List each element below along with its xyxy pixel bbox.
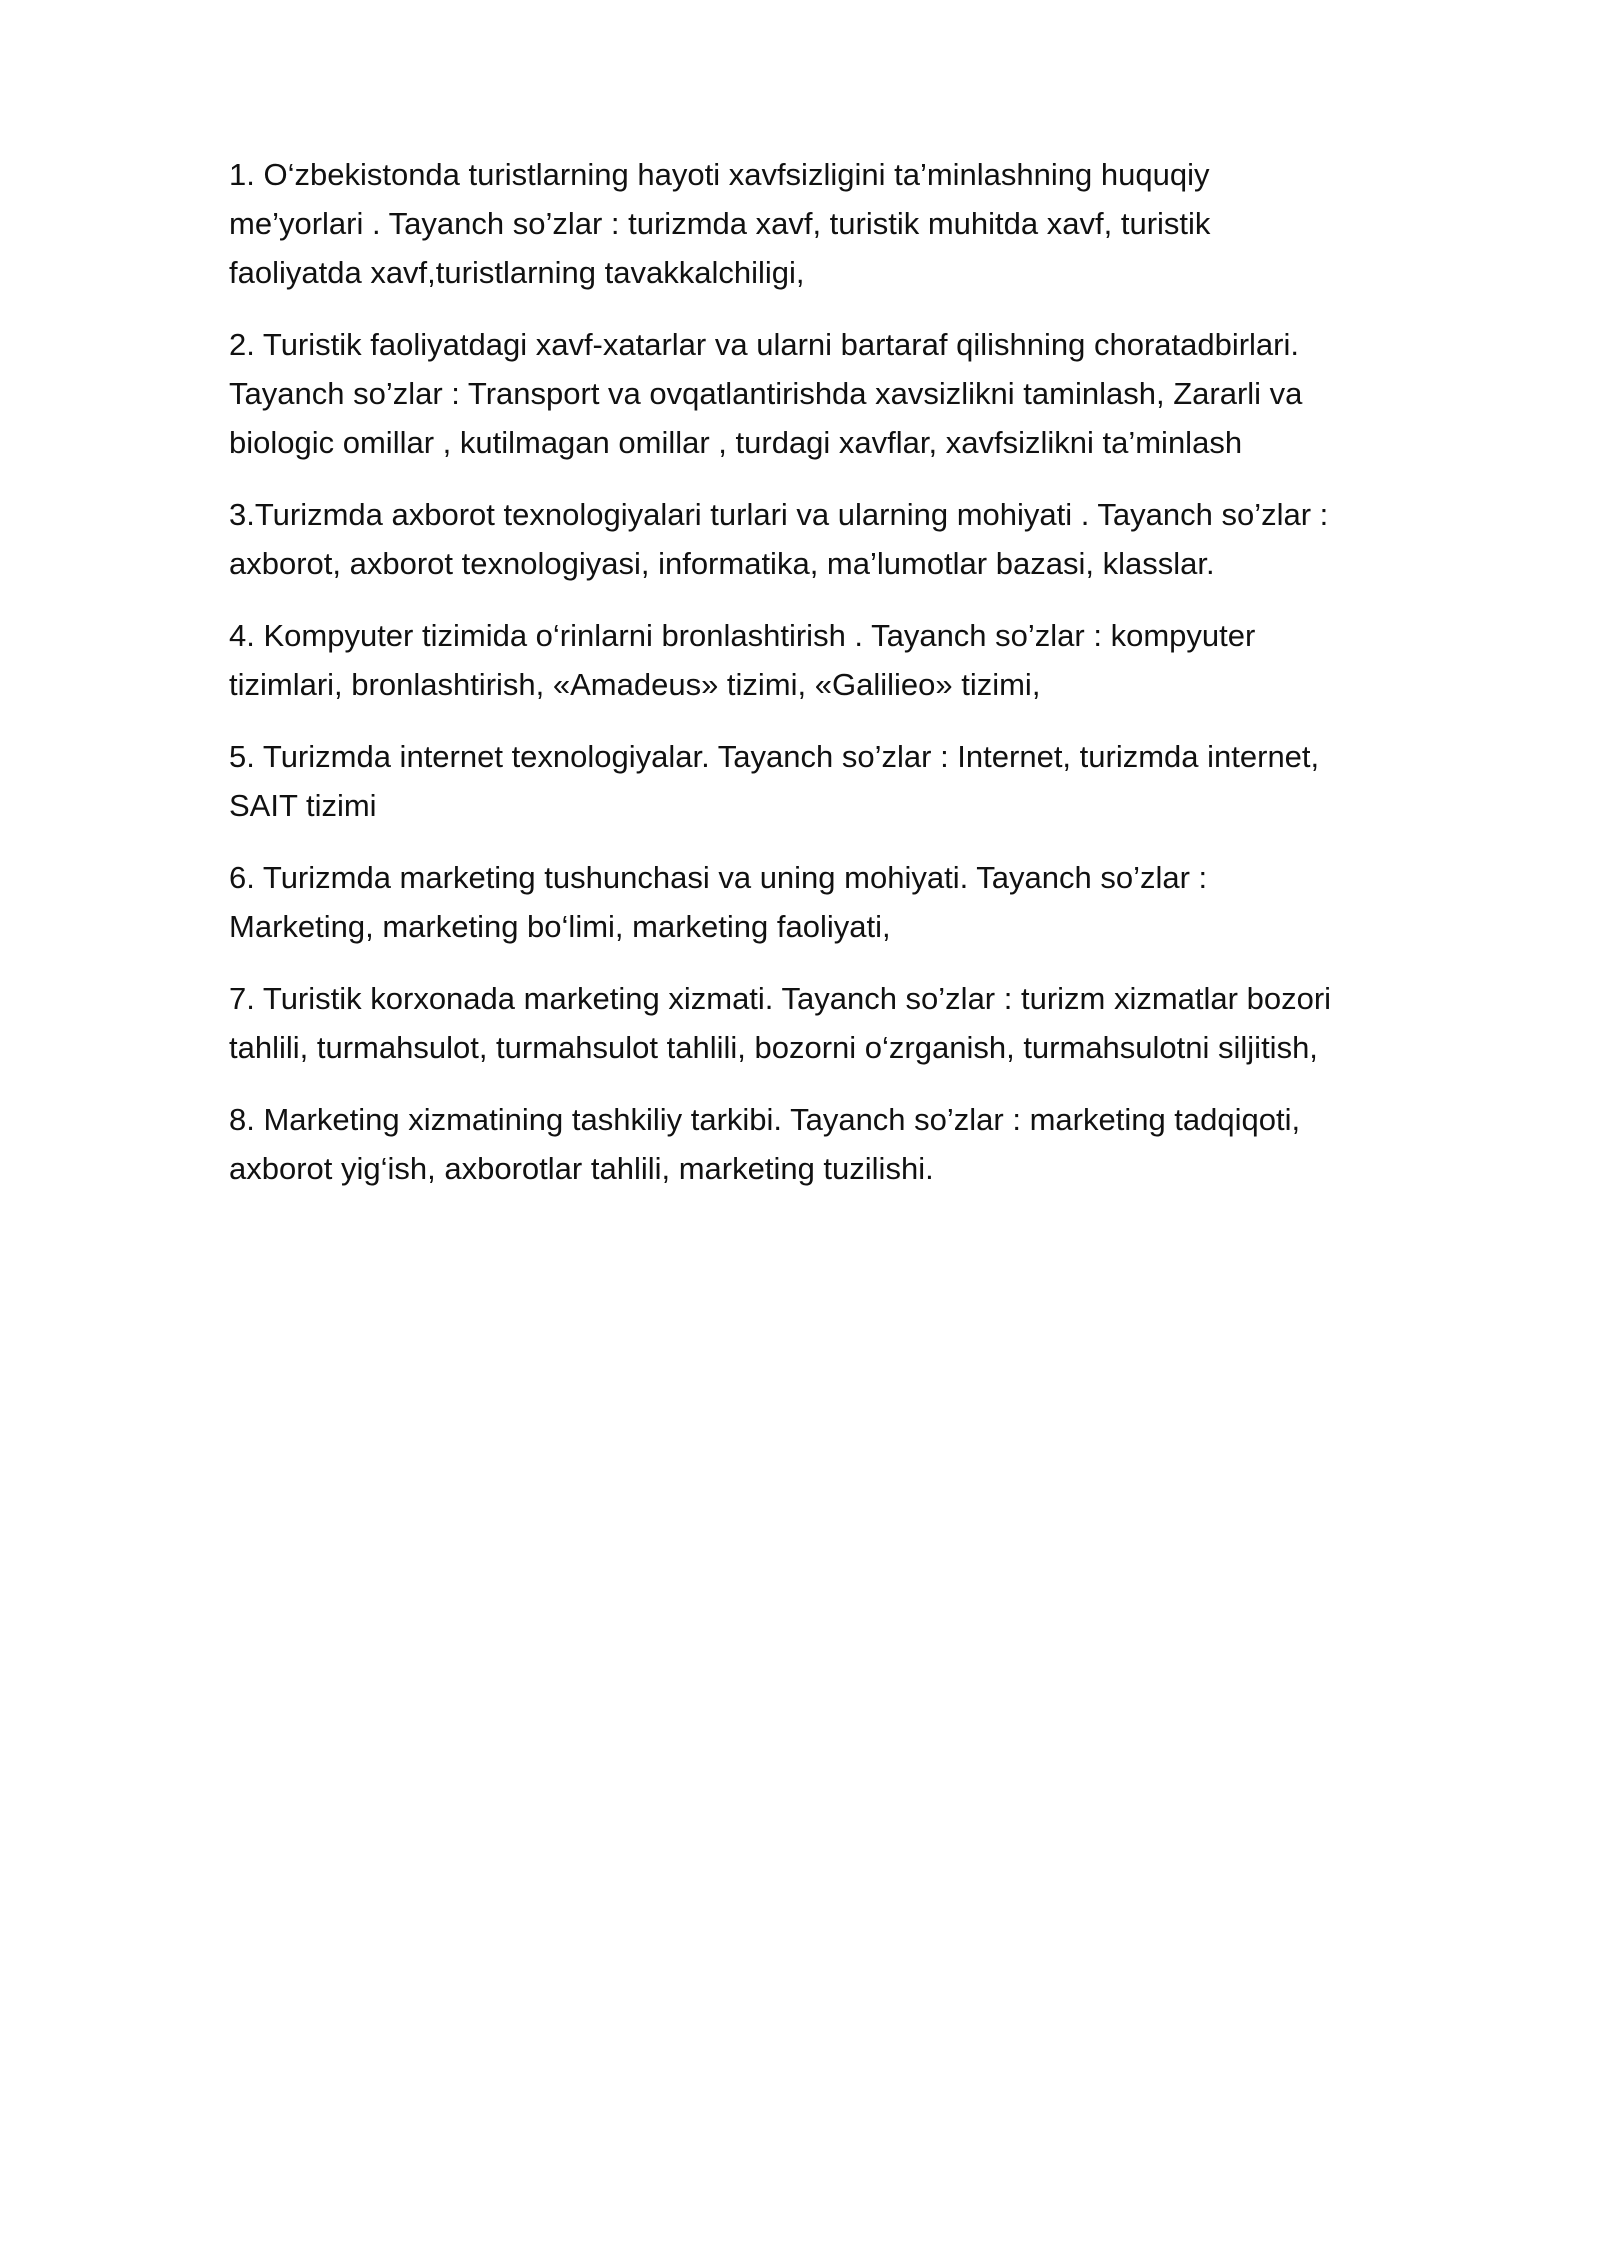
paragraph-line: axborot yig‘ish, axborotlar tahlili, marketing tuzilishi. bbox=[229, 1151, 934, 1186]
topic-paragraph-3 bbox=[229, 490, 1489, 588]
paragraph-line: SAIT tizimi bbox=[229, 788, 377, 823]
paragraph-line: 6. Turizmda marketing tushunchasi va uning mohiyati. Tayanch so’zlar : bbox=[229, 860, 1208, 895]
topic-paragraph-6 bbox=[229, 853, 1489, 951]
paragraph-line: me’yorlari . Tayanch so’zlar : turizmda xavf, turistik muhitda xavf, turistik bbox=[229, 206, 1211, 241]
paragraph-line: 3.Turizmda axborot texnologiyalari turlari va ularning mohiyati . Tayanch so’zlar : bbox=[229, 497, 1329, 532]
paragraph-line: 2. Turistik faoliyatdagi xavf-xatarlar va ularni bartaraf qilishning choratadbirlari. bbox=[229, 327, 1299, 362]
paragraph-line: tizimlari, bronlashtirish, «Amadeus» tizimi, «Galilieo» tizimi, bbox=[229, 667, 1041, 702]
topic-paragraph-7 bbox=[229, 974, 1489, 1072]
paragraph-line: biologic omillar , kutilmagan omillar , turdagi xavflar, xavfsizlikni ta’minlash bbox=[229, 425, 1243, 460]
paragraph-line: 1. O‘zbekistonda turistlarning hayoti xavfsizligini ta’minlashning huquqiy bbox=[229, 157, 1210, 192]
paragraph-line: 8. Marketing xizmatining tashkiliy tarkibi. Tayanch so’zlar : marketing tadqiqoti, bbox=[229, 1102, 1301, 1137]
topic-paragraph-1 bbox=[229, 150, 1489, 297]
paragraph-line: faoliyatda xavf,turistlarning tavakkalchiligi, bbox=[229, 255, 805, 290]
paragraph-line: tahlili, turmahsulot, turmahsulot tahlili, bozorni o‘zrganish, turmahsulotni siljitish, bbox=[229, 1030, 1318, 1065]
document-body bbox=[229, 150, 1489, 1216]
topic-paragraph-4 bbox=[229, 611, 1489, 709]
paragraph-line: Tayanch so’zlar : Transport va ovqatlantirishda xavsizlikni taminlash, Zararli va bbox=[229, 376, 1303, 411]
topic-paragraph-8 bbox=[229, 1095, 1489, 1193]
paragraph-line: axborot, axborot texnologiyasi, informatika, ma’lumotlar bazasi, klasslar. bbox=[229, 546, 1215, 581]
paragraph-line: 5. Turizmda internet texnologiyalar. Tayanch so’zlar : Internet, turizmda internet, bbox=[229, 739, 1320, 774]
paragraph-line: 7. Turistik korxonada marketing xizmati. Tayanch so’zlar : turizm xizmatlar bozori bbox=[229, 981, 1332, 1016]
paragraph-line: 4. Kompyuter tizimida o‘rinlarni bronlashtirish . Tayanch so’zlar : kompyuter bbox=[229, 618, 1256, 653]
paragraph-line: Marketing, marketing bo‘limi, marketing faoliyati, bbox=[229, 909, 891, 944]
topic-paragraph-5 bbox=[229, 732, 1489, 830]
topic-paragraph-2 bbox=[229, 320, 1489, 467]
